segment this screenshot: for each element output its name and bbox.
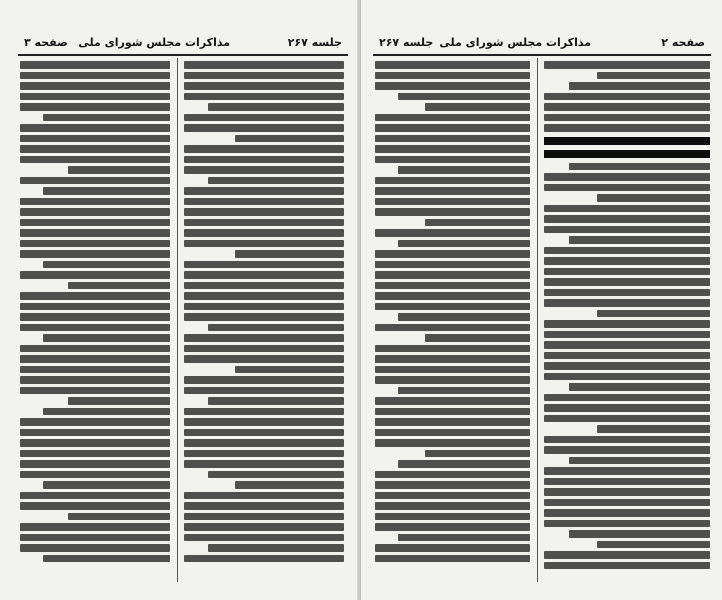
- text-line: [20, 450, 170, 458]
- text-line: [569, 530, 710, 538]
- text-line: [597, 72, 710, 80]
- text-line: [375, 282, 530, 290]
- text-line: [20, 313, 170, 321]
- text-line: [375, 544, 530, 552]
- text-line: [375, 345, 530, 353]
- text-line: [43, 261, 171, 269]
- text-line: [375, 145, 530, 153]
- text-line: [544, 137, 710, 145]
- text-line: [20, 387, 170, 395]
- text-line: [20, 471, 170, 479]
- text-line: [208, 103, 344, 111]
- text-line: [208, 544, 344, 552]
- text-line: [20, 502, 170, 510]
- text-line: [544, 394, 710, 402]
- text-line: [398, 166, 530, 174]
- text-line: [184, 534, 344, 542]
- text-line: [184, 261, 344, 269]
- text-line: [184, 166, 344, 174]
- text-line: [184, 523, 344, 531]
- text-line: [544, 299, 710, 307]
- text-line: [544, 184, 710, 192]
- text-line: [375, 355, 530, 363]
- right-page-header: [373, 34, 711, 56]
- text-line: [20, 124, 170, 132]
- text-line: [544, 247, 710, 255]
- text-line: [544, 150, 710, 158]
- text-line: [184, 418, 344, 426]
- text-line: [184, 355, 344, 363]
- text-line: [544, 562, 710, 570]
- text-line: [375, 229, 530, 237]
- text-line: [20, 271, 170, 279]
- text-line: [375, 429, 530, 437]
- text-line: [20, 303, 170, 311]
- text-line: [184, 93, 344, 101]
- text-line: [375, 324, 530, 332]
- text-line: [43, 408, 171, 416]
- text-line: [68, 282, 170, 290]
- left-page-number: صفحه ۳: [24, 36, 68, 49]
- text-line: [20, 376, 170, 384]
- text-line: [208, 397, 344, 405]
- text-line: [20, 72, 170, 80]
- text-line: [375, 250, 530, 258]
- text-line: [375, 114, 530, 122]
- text-line: [68, 397, 170, 405]
- text-line: [184, 208, 344, 216]
- text-line: [544, 362, 710, 370]
- right-session-label: جلسه ۲۶۷: [379, 36, 434, 49]
- text-line: [184, 502, 344, 510]
- text-line: [375, 292, 530, 300]
- text-line: [184, 492, 344, 500]
- text-line: [544, 268, 710, 276]
- text-line: [544, 446, 710, 454]
- text-line: [20, 61, 170, 69]
- right-page: [361, 0, 722, 600]
- text-line: [20, 355, 170, 363]
- text-line: [398, 534, 530, 542]
- text-line: [184, 376, 344, 384]
- text-line: [208, 177, 344, 185]
- right-page-number: صفحه ۲: [661, 36, 705, 49]
- text-line: [20, 460, 170, 468]
- text-line: [43, 334, 171, 342]
- text-line: [184, 61, 344, 69]
- text-line: [375, 523, 530, 531]
- text-line: [184, 114, 344, 122]
- text-line: [544, 257, 710, 265]
- text-line: [20, 366, 170, 374]
- text-line: [569, 457, 710, 465]
- text-line: [184, 334, 344, 342]
- text-line: [544, 61, 710, 69]
- text-line: [184, 187, 344, 195]
- text-line: [375, 513, 530, 521]
- text-line: [20, 198, 170, 206]
- text-line: [20, 429, 170, 437]
- text-line: [20, 492, 170, 500]
- text-line: [544, 93, 710, 101]
- text-line: [184, 450, 344, 458]
- text-line: [184, 429, 344, 437]
- text-line: [20, 93, 170, 101]
- text-line: [184, 439, 344, 447]
- text-line: [20, 219, 170, 227]
- text-line: [20, 135, 170, 143]
- text-line: [20, 250, 170, 258]
- text-line: [184, 240, 344, 248]
- text-line: [208, 471, 344, 479]
- text-line: [20, 208, 170, 216]
- text-line: [398, 240, 530, 248]
- text-line: [20, 523, 170, 531]
- text-line: [20, 544, 170, 552]
- text-line: [569, 163, 710, 171]
- text-line: [43, 187, 171, 195]
- text-line: [184, 124, 344, 132]
- text-line: [375, 408, 530, 416]
- text-line: [544, 124, 710, 132]
- text-line: [544, 478, 710, 486]
- text-line: [425, 450, 530, 458]
- text-line: [20, 177, 170, 185]
- text-line: [184, 387, 344, 395]
- text-line: [544, 373, 710, 381]
- text-line: [544, 551, 710, 559]
- text-line: [184, 345, 344, 353]
- text-line: [375, 198, 530, 206]
- text-line: [184, 555, 344, 563]
- text-line: [375, 418, 530, 426]
- text-line: [20, 324, 170, 332]
- text-line: [597, 541, 710, 549]
- text-line: [425, 103, 530, 111]
- text-line: [569, 236, 710, 244]
- text-line: [544, 488, 710, 496]
- text-line: [398, 387, 530, 395]
- text-line: [375, 61, 530, 69]
- text-line: [544, 415, 710, 423]
- text-line: [375, 135, 530, 143]
- text-line: [43, 481, 171, 489]
- text-line: [20, 534, 170, 542]
- text-line: [544, 467, 710, 475]
- text-line: [235, 250, 344, 258]
- text-line: [375, 397, 530, 405]
- text-line: [375, 439, 530, 447]
- text-line: [375, 124, 530, 132]
- text-line: [375, 261, 530, 269]
- text-line: [544, 436, 710, 444]
- text-line: [20, 439, 170, 447]
- text-line: [375, 82, 530, 90]
- text-line: [597, 194, 710, 202]
- text-line: [544, 520, 710, 528]
- text-line: [569, 82, 710, 90]
- text-line: [68, 166, 170, 174]
- text-line: [184, 145, 344, 153]
- text-line: [208, 324, 344, 332]
- left-page-column-1: [20, 58, 170, 582]
- text-line: [398, 460, 530, 468]
- text-line: [375, 492, 530, 500]
- text-line: [184, 198, 344, 206]
- text-line: [184, 156, 344, 164]
- text-line: [235, 135, 344, 143]
- text-line: [398, 313, 530, 321]
- text-line: [184, 271, 344, 279]
- text-line: [425, 219, 530, 227]
- text-line: [544, 215, 710, 223]
- text-line: [20, 418, 170, 426]
- left-page-header: [18, 34, 348, 56]
- text-line: [184, 292, 344, 300]
- text-line: [20, 292, 170, 300]
- text-line: [20, 103, 170, 111]
- text-line: [375, 177, 530, 185]
- text-line: [43, 114, 171, 122]
- text-line: [425, 334, 530, 342]
- text-line: [544, 320, 710, 328]
- text-line: [375, 271, 530, 279]
- text-line: [398, 93, 530, 101]
- text-line: [184, 303, 344, 311]
- left-session-label: جلسه ۲۶۷: [287, 36, 342, 49]
- text-line: [184, 82, 344, 90]
- text-line: [184, 229, 344, 237]
- text-line: [184, 282, 344, 290]
- text-line: [184, 313, 344, 321]
- text-line: [20, 82, 170, 90]
- text-line: [544, 103, 710, 111]
- text-line: [544, 278, 710, 286]
- right-running-title: مذاکرات مجلس شورای ملی: [439, 36, 591, 49]
- left-running-title: مذاکرات مجلس شورای ملی: [78, 36, 230, 49]
- text-line: [184, 219, 344, 227]
- text-line: [235, 481, 344, 489]
- text-line: [184, 72, 344, 80]
- text-line: [375, 303, 530, 311]
- text-line: [544, 341, 710, 349]
- text-line: [20, 229, 170, 237]
- text-line: [544, 205, 710, 213]
- text-line: [544, 173, 710, 181]
- text-line: [544, 352, 710, 360]
- text-line: [375, 376, 530, 384]
- text-line: [544, 404, 710, 412]
- text-line: [184, 460, 344, 468]
- text-line: [597, 425, 710, 433]
- text-line: [544, 114, 710, 122]
- text-line: [375, 555, 530, 563]
- text-line: [544, 499, 710, 507]
- right-page-column-2: [537, 58, 710, 582]
- text-line: [544, 226, 710, 234]
- text-line: [375, 156, 530, 164]
- text-line: [184, 513, 344, 521]
- text-line: [544, 509, 710, 517]
- text-line: [375, 366, 530, 374]
- text-line: [20, 345, 170, 353]
- text-line: [544, 331, 710, 339]
- right-page-column-1: [375, 58, 530, 582]
- text-line: [68, 513, 170, 521]
- text-line: [20, 156, 170, 164]
- text-line: [20, 145, 170, 153]
- left-page-column-2: [177, 58, 344, 582]
- text-line: [544, 289, 710, 297]
- text-line: [20, 240, 170, 248]
- text-line: [569, 383, 710, 391]
- text-line: [184, 408, 344, 416]
- text-line: [375, 502, 530, 510]
- text-line: [375, 187, 530, 195]
- text-line: [597, 310, 710, 318]
- text-line: [235, 366, 344, 374]
- text-line: [375, 72, 530, 80]
- text-line: [375, 208, 530, 216]
- text-line: [43, 555, 171, 563]
- text-line: [375, 471, 530, 479]
- text-line: [375, 481, 530, 489]
